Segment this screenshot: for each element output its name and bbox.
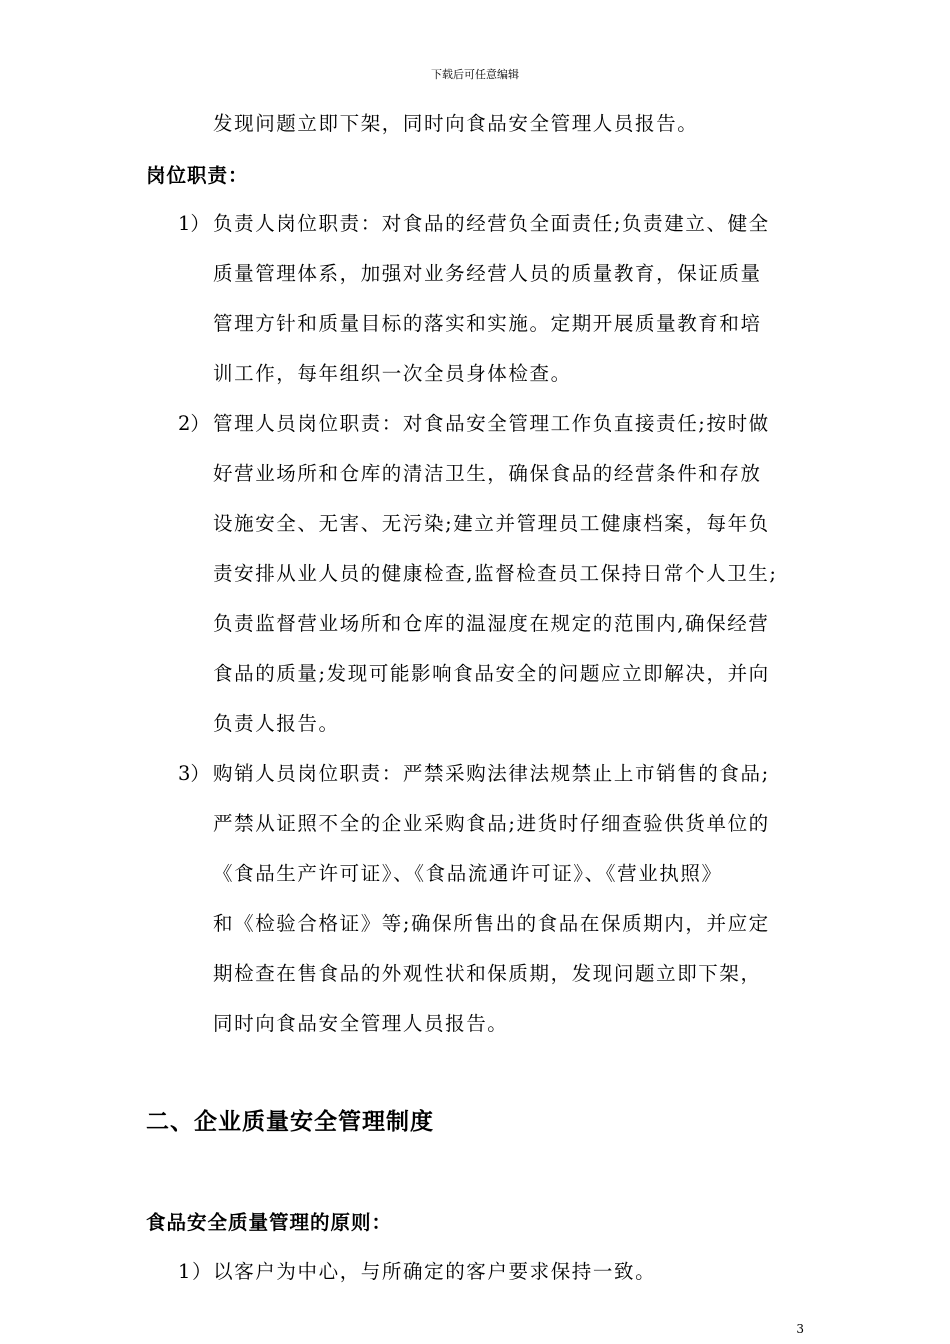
- duties-heading: 岗位职责：: [146, 164, 249, 187]
- section-title: 二、企业质量安全管理制度: [146, 1109, 434, 1135]
- item-1-number: 1）: [178, 212, 210, 235]
- item-2-line-1: 管理人员岗位职责：对食品安全管理工作负直接责任;按时做: [213, 412, 770, 435]
- page-number: 3: [796, 1322, 804, 1336]
- item-3-line-6: 同时向食品安全管理人员报告。: [213, 1012, 509, 1035]
- item-1-line-2: 质量管理体系，加强对业务经营人员的质量教育，保证质量: [213, 262, 762, 285]
- item-2-line-2: 好营业场所和仓库的清洁卫生，确保食品的经营条件和存放: [213, 462, 762, 485]
- item-3-line-5: 期检查在售食品的外观性状和保质期，发现问题立即下架，: [213, 962, 762, 985]
- item-2-line-4: 责安排从业人员的健康检查,监督检查员工保持日常个人卫生;: [213, 562, 778, 585]
- item-1-line-3: 管理方针和质量目标的落实和实施。定期开展质量教育和培: [213, 312, 762, 335]
- item-2-number: 2）: [178, 412, 210, 435]
- item-1-line-1: 负责人岗位职责：对食品的经营负全面责任;负责建立、健全: [213, 212, 770, 235]
- item-3-line-4: 和《检验合格证》等;确保所售出的食品在保质期内，并应定: [213, 912, 770, 935]
- item-2-line-3: 设施安全、无害、无污染;建立并管理员工健康档案，每年负: [213, 512, 770, 535]
- item-2-line-7: 负责人报告。: [213, 712, 340, 735]
- item-3-line-1: 购销人员岗位职责：严禁采购法律法规禁止上市销售的食品;: [213, 762, 770, 785]
- principles-heading: 食品安全质量管理的原则：: [146, 1211, 393, 1234]
- item-3-line-2: 严禁从证照不全的企业采购食品;进货时仔细查验供货单位的: [213, 812, 770, 835]
- item-1-line-4: 训工作，每年组织一次全员身体检查。: [213, 362, 572, 385]
- intro-line: 发现问题立即下架，同时向食品安全管理人员报告。: [213, 112, 699, 135]
- item-3-line-3: 《食品生产许可证》、《食品流通许可证》、《营业执照》: [213, 862, 723, 885]
- item-3-number: 3）: [178, 762, 210, 785]
- item-2-line-5: 负责监督营业场所和仓库的温湿度在规定的范围内,确保经营: [213, 612, 770, 635]
- item-2-line-6: 食品的质量;发现可能影响食品安全的问题应立即解决，并向: [213, 662, 770, 685]
- page-header: 下载后可任意编辑: [431, 68, 519, 81]
- principle-1: 1）以客户为中心，与所确定的客户要求保持一致。: [178, 1260, 657, 1283]
